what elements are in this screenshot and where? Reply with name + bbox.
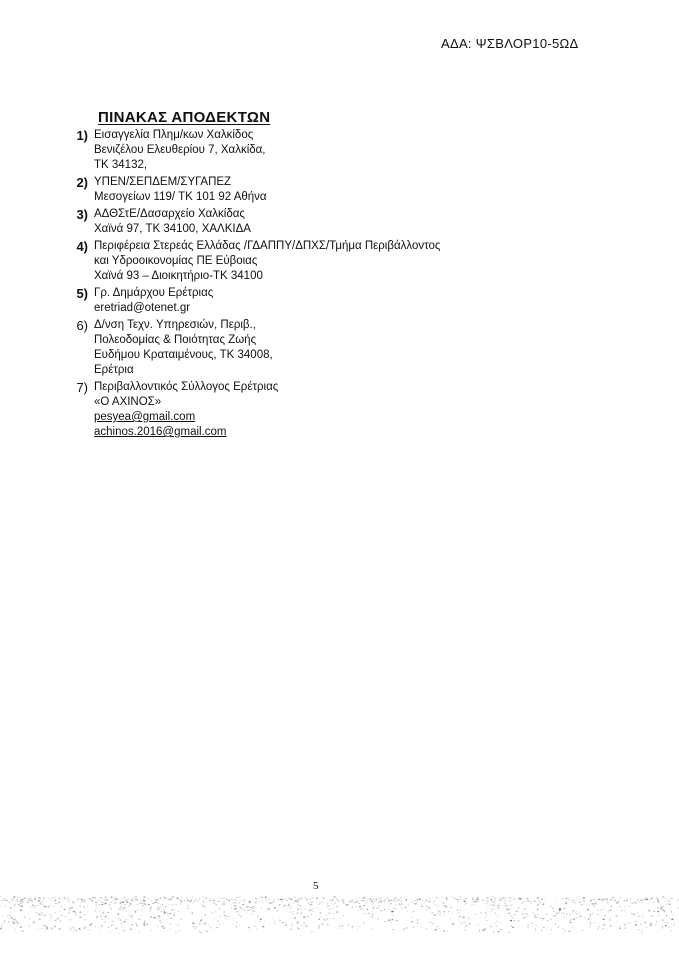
recipients-heading: ΠΙΝΑΚΑΣ ΑΠΟΔΕΚΤΩΝ [98,109,271,126]
item-line: Γρ. Δημάρχου Ερέτριας [94,287,214,299]
recipient-item [60,239,620,284]
item-number: 4) [76,239,88,254]
item-number: 6) [76,318,88,333]
ada-code: ΑΔΑ: ΨΣΒΛΟΡ10-5ΩΔ [441,36,579,51]
item-number: 5) [76,286,88,301]
recipient-item [60,380,620,440]
page-number: 5 [313,880,319,892]
recipient-item [60,286,620,316]
item-number: 3) [76,207,88,222]
item-line: Ευδήμου Κραταιμένους, ΤΚ 34008, [94,349,273,361]
scan-noise-band [0,888,679,934]
email-link[interactable]: achinos.2016@gmail.com [94,426,227,438]
item-line: Μεσογείων 119/ ΤΚ 101 92 Αθήνα [94,191,267,203]
item-line: Περιβαλλοντικός Σύλλογος Ερέτριας [94,381,279,393]
item-line: ΤΚ 34132, [94,159,148,171]
recipient-item [60,175,620,205]
recipient-item [60,128,620,173]
item-line: Περιφέρεια Στερεάς Ελλάδας /ΓΔΑΠΠΥ/ΔΠΧΣ/Τμήμα Περιβάλλοντος [94,240,441,252]
recipient-item [60,318,620,378]
item-line: και Υδροοικονομίας ΠΕ Εύβοιας [94,255,258,267]
item-line: Ερέτρια [94,364,134,376]
item-line: Χαϊνά 93 – Διοικητήριο-ΤΚ 34100 [94,270,263,282]
item-line: Δ/νση Τεχν. Υπηρεσιών, Περιβ., [94,319,256,331]
item-line: Εισαγγελία Πλημ/κων Χαλκίδος [94,129,254,141]
item-line: Χαϊνά 97, ΤΚ 34100, ΧΑΛΚΙΔΑ [94,223,251,235]
item-line: Πολεοδομίας & Ποιότητας Ζωής [94,334,257,346]
email-link[interactable]: eretriad@otenet.gr [94,302,191,314]
item-number: 2) [76,175,88,190]
email-link[interactable]: pesyea@gmail.com [94,411,196,423]
item-line: Βενιζέλου Ελευθερίου 7, Χαλκίδα, [94,144,266,156]
item-number: 1) [76,128,88,143]
item-line: ΥΠΕΝ/ΣΕΠΔΕΜ/ΣΥΓΑΠΕΖ [94,176,232,188]
recipients-list [60,128,620,440]
item-number: 7) [76,380,88,395]
recipient-item [60,207,620,237]
item-line: ΑΔΘΣτΕ/Δασαρχείο Χαλκίδας [94,208,245,220]
item-line: «Ο ΑΧΙΝΟΣ» [94,396,162,408]
